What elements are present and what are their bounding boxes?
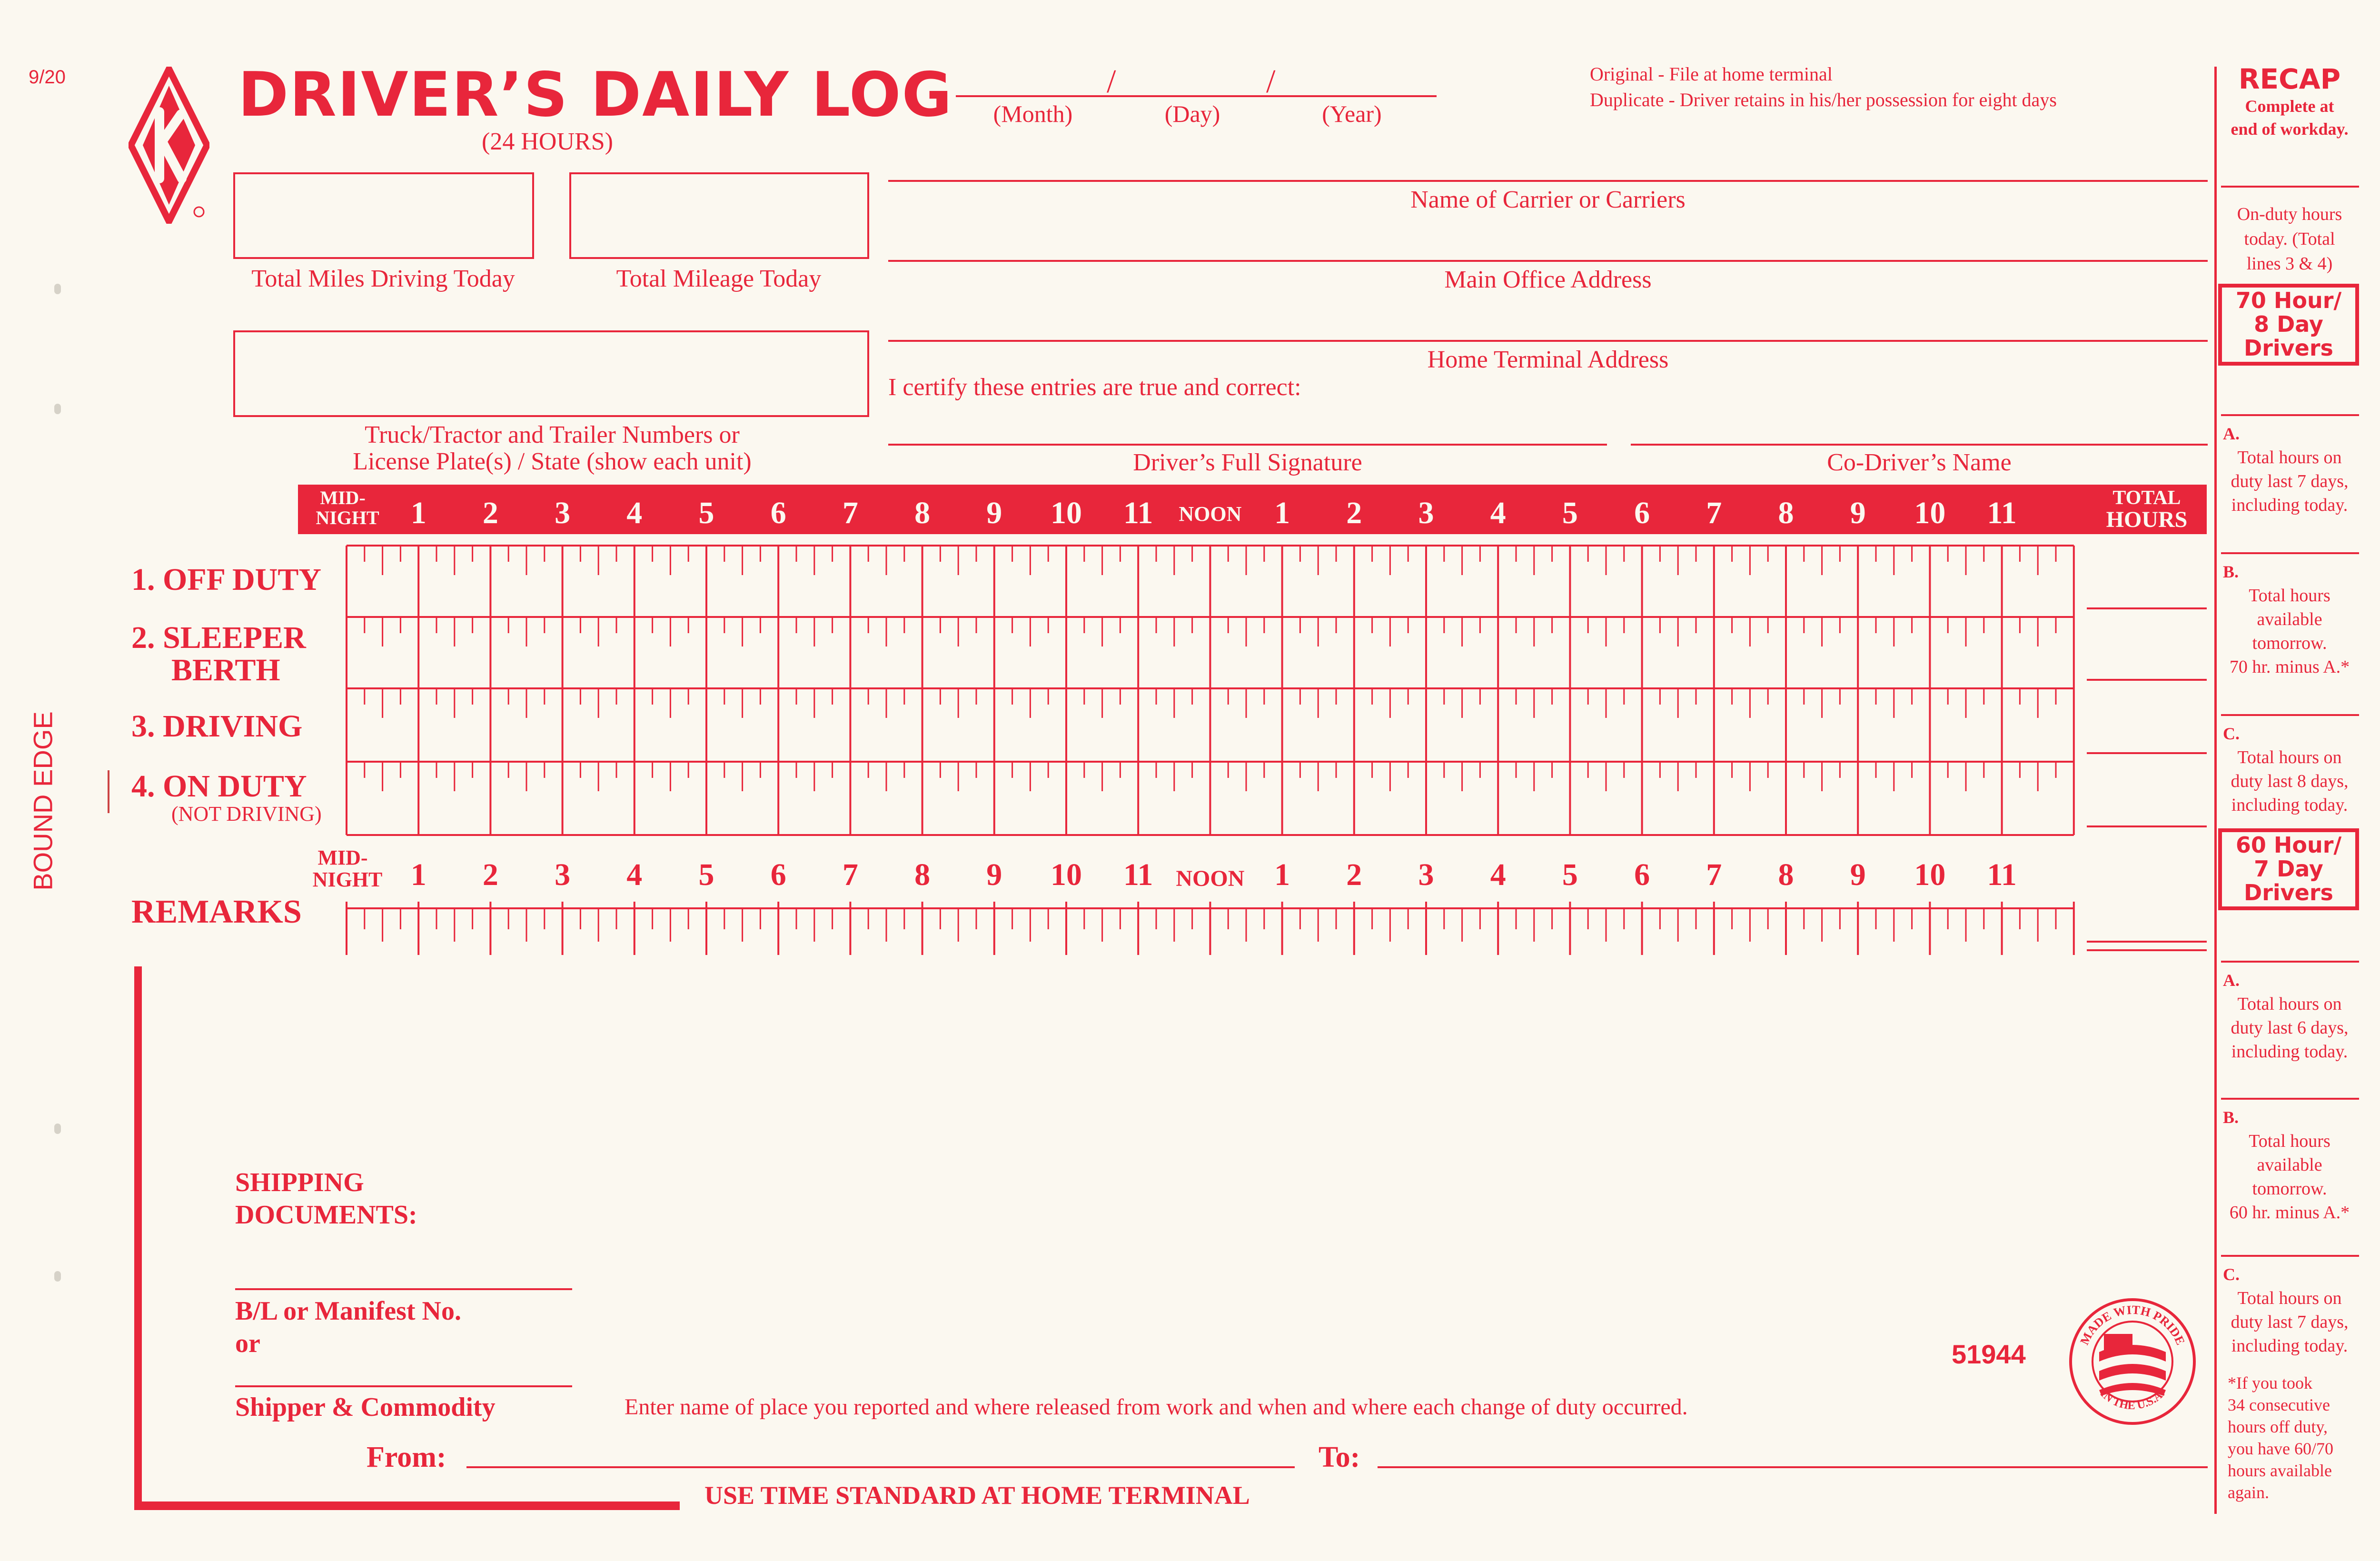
bound-edge-label: BOUND EDGE (28, 711, 58, 891)
lower-hour-label: 10 (1051, 857, 1082, 892)
lower-hour-label: 11 (1123, 857, 1153, 892)
lower-hour-label: 6 (770, 857, 786, 892)
recap-60-b-letter: B. (2223, 1108, 2239, 1127)
lower-midnight-2: NIGHT (312, 868, 383, 891)
from-label: From: (367, 1441, 446, 1473)
binder-hole (54, 1271, 61, 1282)
svg-text:IN THE U.S.A. (2098, 1388, 2167, 1412)
time-standard-note: USE TIME STANDARD AT HOME TERMINAL (704, 1481, 1250, 1510)
from-line[interactable] (466, 1466, 1295, 1468)
copy-original-note: Original - File at home terminal (1590, 63, 1833, 85)
header-hour-label: 9 (1850, 496, 1866, 530)
to-label: To: (1319, 1441, 1360, 1473)
driver-signature-label: Driver’s Full Signature (1133, 449, 1362, 476)
truck-numbers-label-1: Truck/Tractor and Trailer Numbers or (365, 421, 740, 448)
date-separator: / (1107, 63, 1116, 100)
lower-noon-label: NOON (1176, 866, 1245, 891)
header-midnight-1: MID- (320, 487, 366, 508)
date-month-label: (Month) (993, 100, 1073, 127)
copy-duplicate-note: Duplicate - Driver retains in his/her possession for eight days (1590, 89, 2057, 110)
header-hour-label: 10 (1051, 496, 1082, 530)
recap-60-c-letter: C. (2223, 1265, 2240, 1284)
header-total-1: TOTAL (2112, 487, 2181, 509)
recap-60-a-letter: A. (2223, 971, 2240, 990)
header-hour-label: 2 (482, 496, 498, 530)
recap-60-a-line[interactable] (2221, 961, 2359, 963)
total-miles-driving-label: Total Miles Driving Today (251, 265, 515, 292)
header-hour-label: 3 (1418, 496, 1434, 530)
header-midnight-2: NIGHT (316, 507, 379, 528)
recap-60-a-text: Total hours on duty last 6 days, including today. (2231, 994, 2349, 1062)
header-hour-label: 8 (1778, 496, 1794, 530)
recap-onduty-line[interactable] (2221, 186, 2359, 188)
shipping-documents-label-1: SHIPPING (235, 1168, 364, 1197)
header-hour-label: 11 (1123, 496, 1153, 530)
certify-statement: I certify these entries are true and correct: (888, 374, 1301, 401)
header-hour-label: 4 (1490, 496, 1506, 530)
shipping-documents-label-2: DOCUMENTS: (235, 1200, 417, 1230)
header-hour-label: 1 (1274, 496, 1290, 530)
lower-hour-label: 7 (842, 857, 858, 892)
recap-70-a-text: Total hours on duty last 7 days, including today. (2231, 447, 2349, 515)
recap-60-hour-label: 60 Hour/ 7 Day Drivers (2235, 832, 2342, 905)
lower-hour-label: 8 (914, 857, 931, 892)
lower-hour-label: 9 (1850, 857, 1866, 892)
binder-hole (54, 1124, 61, 1134)
to-line[interactable] (1378, 1466, 2208, 1468)
recap-70-a-line[interactable] (2221, 414, 2359, 416)
header-hour-label: 1 (410, 496, 426, 530)
lower-hour-label: 1 (410, 857, 426, 892)
header-hour-label: 6 (770, 496, 786, 530)
home-terminal-label: Home Terminal Address (1427, 346, 1669, 373)
recap-complete-1: Complete at (2245, 97, 2334, 116)
row-label-on-duty-sub: (NOT DRIVING) (171, 802, 322, 825)
recap-60-c-line[interactable] (2221, 1255, 2359, 1257)
remarks-frame-left (134, 966, 142, 1510)
carrier-label: Name of Carrier or Carriers (1410, 186, 1686, 213)
or-label: or (235, 1329, 260, 1358)
shipper-commodity-label: Shipper & Commodity (235, 1392, 496, 1422)
header-hour-label: 5 (698, 496, 714, 530)
header-hour-label: 2 (1346, 496, 1362, 530)
header-hour-label: 10 (1914, 496, 1946, 530)
shipper-commodity-line[interactable] (235, 1385, 572, 1387)
form-subtitle: (24 HOURS) (482, 128, 613, 155)
row-label-sleeper-berth: 2. SLEEPER (131, 620, 306, 655)
recap-60-c-text: Total hours on duty last 7 days, including today. (2231, 1288, 2349, 1356)
lower-hour-label: 4 (626, 857, 643, 892)
remarks-frame-bottom (134, 1501, 680, 1510)
recap-70-c-line[interactable] (2221, 714, 2359, 716)
lower-hour-label: 2 (1346, 857, 1362, 892)
row-label-driving: 3. DRIVING (131, 709, 303, 744)
header-total-2: HOURS (2106, 507, 2188, 532)
truck-numbers-label-2: License Plate(s) / State (show each unit) (353, 448, 752, 475)
recap-70-b-line[interactable] (2221, 552, 2359, 554)
recap-60-b-text: Total hours available tomorrow. 60 hr. minus A.* (2229, 1131, 2350, 1223)
bl-manifest-line[interactable] (235, 1288, 572, 1290)
row-label-sleeper-berth-2: BERTH (171, 653, 280, 687)
lower-hour-label: 7 (1706, 857, 1722, 892)
header-hour-label: 4 (626, 496, 643, 530)
form-number: 51944 (1952, 1339, 2026, 1369)
recap-70-b-letter: B. (2223, 562, 2239, 581)
header-hour-label: 6 (1634, 496, 1650, 530)
lower-hour-label: 2 (482, 857, 498, 892)
co-driver-label: Co-Driver’s Name (1827, 449, 2012, 476)
bl-manifest-label: B/L or Manifest No. (235, 1296, 461, 1326)
remarks-label: REMARKS (131, 894, 302, 930)
recap-70-c-text: Total hours on duty last 8 days, including today. (2231, 747, 2349, 815)
header-noon-label: NOON (1179, 502, 1242, 526)
lower-hour-label: 10 (1914, 857, 1946, 892)
remarks-instructions: Enter name of place you reported and where released from work and when and where each change of duty occurred. (625, 1394, 1688, 1420)
total-mileage-label: Total Mileage Today (616, 265, 822, 292)
header-hour-label: 11 (1987, 496, 2017, 530)
form-revision: 9/20 (29, 67, 66, 88)
form-title: DRIVER’S DAILY LOG (238, 60, 953, 130)
lower-hour-label: 8 (1778, 857, 1794, 892)
lower-hour-label: 3 (1418, 857, 1434, 892)
lower-midnight-1: MID- (317, 846, 368, 869)
lower-hour-label: 6 (1634, 857, 1650, 892)
recap-title: RECAP (2238, 63, 2341, 95)
header-hour-label: 7 (842, 496, 858, 530)
header-hour-label: 5 (1562, 496, 1578, 530)
recap-70-b-text: Total hours available tomorrow. 70 hr. minus A.* (2229, 586, 2350, 677)
recap-note: *If you took 34 consecutive hours off duty, you have 60/70 hours available again. (2228, 1373, 2333, 1502)
lower-hour-label: 1 (1274, 857, 1290, 892)
header-hour-label: 7 (1706, 496, 1722, 530)
recap-70-hour-label: 70 Hour/ 8 Day Drivers (2235, 288, 2342, 361)
recap-70-c-letter: C. (2223, 724, 2240, 743)
lower-hour-label: 5 (698, 857, 714, 892)
lower-hour-label: 9 (986, 857, 1002, 892)
svg-text:MADE WITH PRIDE (2077, 1303, 2188, 1347)
made-in-usa-seal-icon (2066, 1295, 2199, 1428)
seal-text-bottom: IN THE U.S.A. (2098, 1387, 2167, 1412)
row-label-on-duty: 4. ON DUTY (131, 769, 307, 804)
header-hour-label: 8 (914, 496, 931, 530)
recap-onduty-text: On-duty hours today. (Total lines 3 & 4) (2237, 204, 2342, 274)
row-label-off-duty: 1. OFF DUTY (131, 562, 322, 597)
date-year-label: (Year) (1322, 100, 1382, 127)
recap-70-a-letter: A. (2223, 424, 2240, 443)
lower-hour-label: 3 (555, 857, 571, 892)
recap-complete-2: end of workday. (2231, 119, 2349, 139)
seal-text-top: MADE WITH PRIDE (2077, 1302, 2188, 1347)
recap-divider (2214, 67, 2217, 1514)
main-office-label: Main Office Address (1444, 266, 1652, 293)
lower-hour-label: 11 (1987, 857, 2017, 892)
header-hour-label: 9 (986, 496, 1002, 530)
recap-60-b-line[interactable] (2221, 1098, 2359, 1100)
lower-hour-label: 5 (1562, 857, 1578, 892)
date-separator: / (1266, 63, 1276, 100)
lower-hour-label: 4 (1490, 857, 1506, 892)
header-hour-label: 3 (555, 496, 571, 530)
date-day-label: (Day) (1164, 100, 1220, 127)
